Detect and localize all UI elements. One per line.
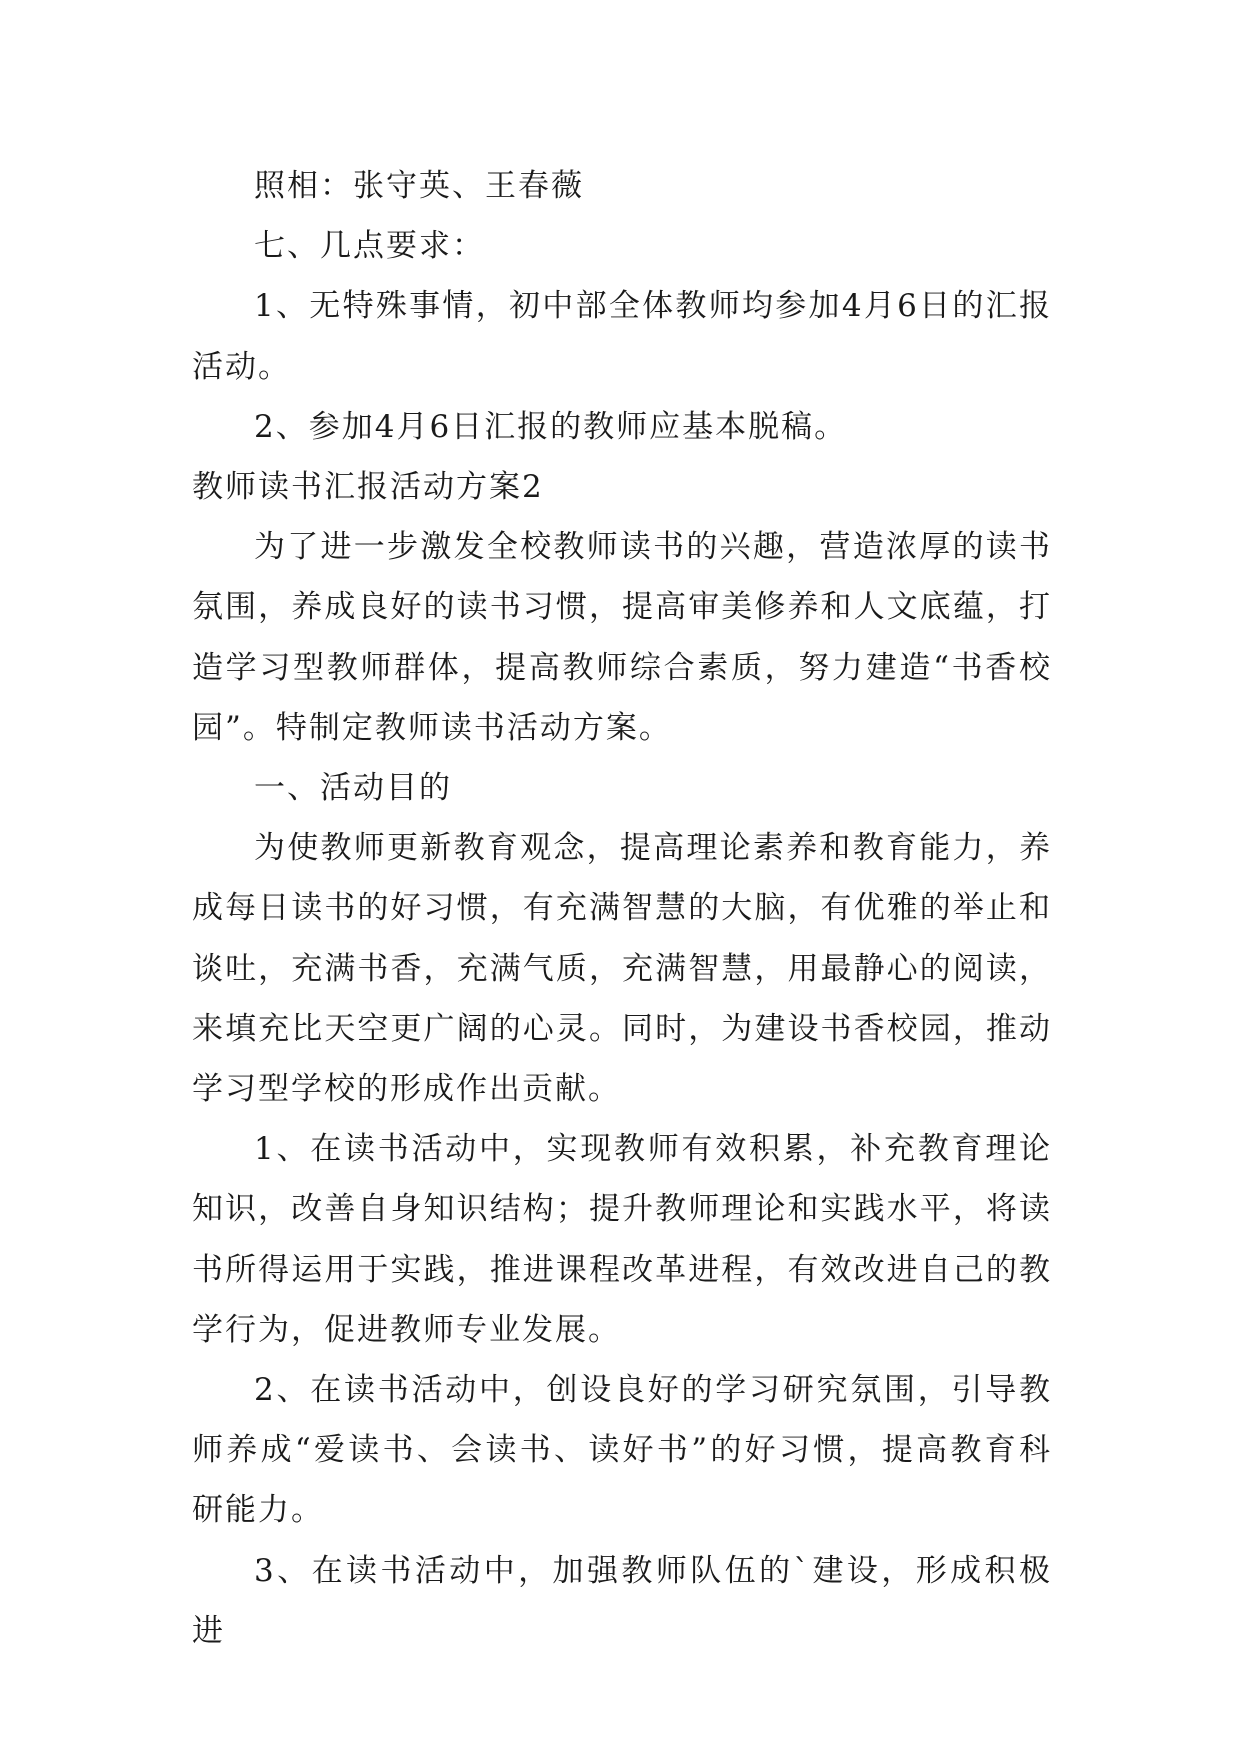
purpose-item-3: 3、在读书活动中，加强教师队伍的`建设，形成积极进 — [192, 1552, 1052, 1649]
document-body — [192, 156, 1052, 1661]
paragraph-purpose: 为使教师更新教育观念，提高理论素养和教育能力，养成每日读书的好习惯，有充满智慧的大脑，有优雅的举止和谈吐，充满书香，充满气质，充满智慧，用最静心的阅读，来填充比天空更广阔的心灵。同时，为建设书香校园，推动学习型学校的形成作出贡献。 — [192, 830, 1052, 1108]
document-title: 教师读书汇报活动方案2 — [192, 469, 544, 506]
purpose-item-2: 2、在读书活动中，创设良好的学习研究氛围，引导教师养成“爱读书、会读书、读好书”的好习惯，提高教育科研能力。 — [192, 1372, 1052, 1529]
paragraph-intro: 为了进一步激发全校教师读书的兴趣，营造浓厚的读书氛围，养成良好的读书习惯，提高审美修养和人文底蕴，打造学习型教师群体，提高教师综合素质，努力建造“书香校园”。特制定教师读书活动方案。 — [192, 529, 1052, 746]
requirement-item-2: 2、参加4月6日汇报的教师应基本脱稿。 — [254, 408, 848, 445]
paragraph-photographers: 照相：张守英、王春薇 — [254, 168, 584, 204]
requirement-item-1: 1、无特殊事情，初中部全体教师均参加4月6日的汇报活动。 — [192, 288, 1052, 385]
section-heading-requirements: 七、几点要求： — [254, 228, 485, 265]
section-heading-purpose: 一、活动目的 — [254, 770, 452, 807]
purpose-item-1: 1、在读书活动中，实现教师有效积累，补充教育理论知识，改善自身知识结构；提升教师理论和实践水平，将读书所得运用于实践，推进课程改革进程，有效改进自己的教学行为，促进教师专业发展。 — [192, 1131, 1052, 1348]
